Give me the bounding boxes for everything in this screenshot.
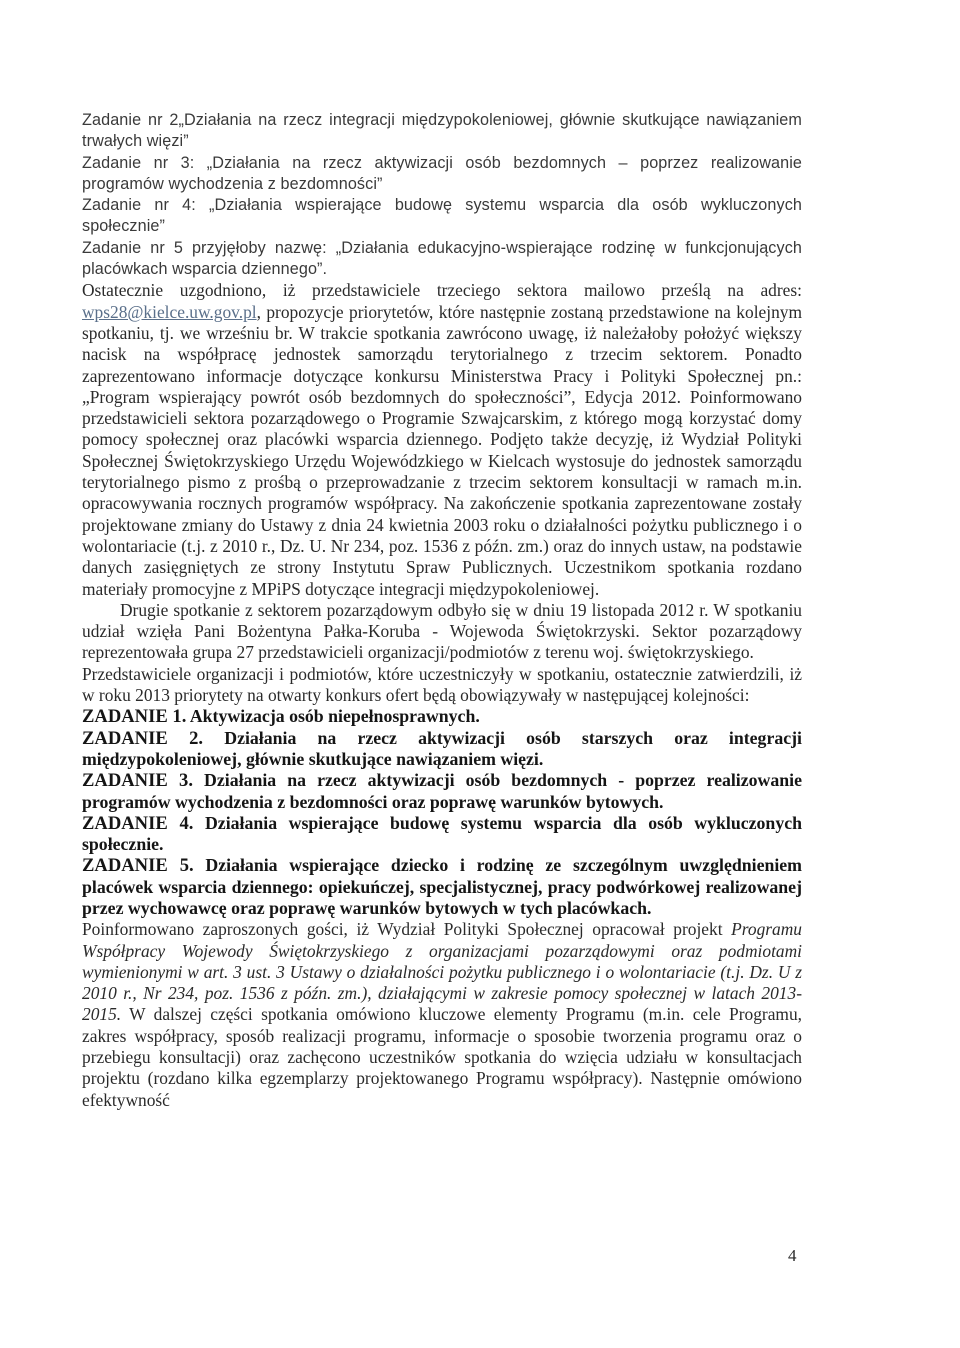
intro-task-4: Zadanie nr 4: „Działania wspierające budowę systemu wsparcia dla osób wykluczonych społecznie” [82, 196, 802, 236]
task-text: Aktywizacja osób niepełnosprawnych. [186, 706, 480, 727]
task-text: Działania wspierające budowę systemu wsparcia dla osób wykluczonych społecznie. [82, 812, 802, 855]
paragraph-consultation-rest: , propozycje priorytetów, które następnie zostaną przedstawione na kolejnym spotkaniu, tj. we wrześniu br. W trakcie spotkania zawrócono uwagę, iż należałoby położyć większy nacisk na współpracę jednostek samorządu terytorialnego z trzecim sektorem. Ponadto zaprezentowano informacje dotyczące konkursu Ministerstwa Pracy i Polityki Społecznej pn.: „Program wspierający powrót osób bezdomnych do społeczności”, Edycja 2012. Poinformowano przedstawicieli sektora pozarządowego o Programie Szwajcarskim, z którego mogą korzystać domy pomocy społecznej oraz placówki wsparcia dziennego. Podjęto także decyzję, iż Wydział Polityki Społecznej Świętokrzyskiego Urzędu Wojewódzkiego w Kielcach wystosuje do jednostek samorządu terytorialnego pismo z prośbą o przeprowadzanie z trzecim sektorem konsultacji w ramach m.in. opracowywania rocznych programów współpracy. Na zakończenie spotkania zaprezentowane zostały projektowane zmiany do Ustawy z dnia 24 kwietnia 2003 roku o działalności pożytku publicznego i o wolontariacie (t.j. z 2010 r., Dz. U. Nr 234, poz. 1536 z późn. zm.) oraz do innych ustaw, na podstawie danych zasięgniętych ze strony Instytutu Spraw Publicznych. Uczestnikom spotkania rozdano materiały promocyjne z MPiPS dotyczące integracji międzypokoleniowej. [82, 301, 802, 599]
paragraph-second-meeting: Drugie spotkanie z sektorem pozarządowym odbyło się w dniu 19 listopada 2012 r. W spotkaniu udział wzięła Pani Bożentyna Pałka-Koruba - Wojewoda Świętokrzyski. Sektor pozarządowy reprezentowała grupa 27 przedstawicieli organizacji/podmiotów z terenu woj. świętokrzyskiego. [82, 599, 802, 663]
email-link[interactable]: wps28@kielce.uw.gov.pl [82, 301, 257, 322]
paragraph-consultation-start: Ostatecznie uzgodniono, iż przedstawiciele trzeciego sektora mailowo prześlą na adres: [82, 280, 802, 301]
task-item [82, 855, 802, 919]
program-title: Programu Współpracy Wojewody Świętokrzyskiego z organizacjami pozarządowymi oraz podmiotami wymienionymi w art. 3 ust. 3 Ustawy o działalności pożytku publicznego i o wolontariacie (t.j. Dz. U z 2010 r., Nr 234, poz. 1536 z późn. zm.), działającymi w zakresie pomocy społecznej w latach 2013-2015. [82, 919, 802, 1025]
task-label: ZADANIE 4. [82, 812, 194, 834]
paragraph-program-project [82, 919, 802, 1111]
task-item [82, 728, 802, 771]
intro-task-3: Zadanie nr 3: „Działania na rzecz aktywizacji osób bezdomnych – poprzez realizowanie programów wychodzenia z bezdomności” [82, 153, 802, 193]
task-label: ZADANIE 1. [82, 706, 187, 728]
task-label: ZADANIE 5. [82, 855, 194, 877]
task-text: Działania na rzecz aktywizacji osób starszych oraz integracji międzypokoleniowej, głównie skutkujące nawiązaniem więzi. [82, 727, 802, 769]
task-item [82, 770, 802, 813]
paragraph-program-end: W dalszej części spotkania omówiono kluczowe elementy Programu (m.in. cele Programu, zakres współpracy, sposób realizacji programu, informacje o sposobie tworzenia programu oraz o przebiegu konsultacji) oraz zachęcono uczestników spotkania do wzięcia udziału w konsultacjach projektu (rozdano kilka egzemplarzy projektowanego Programu współpracy). Następnie omówiono efektywność [82, 1004, 802, 1110]
paragraph-priorities-intro: Przedstawiciele organizacji i podmiotów, które uczestniczyły w spotkaniu, ostatecznie zatwierdzili, iż w roku 2013 priorytety na otwarty konkurs ofert będą obowiązywały w następującej kolejności: [82, 663, 802, 706]
task-item [82, 706, 802, 727]
page-number: 4 [788, 1246, 797, 1265]
paragraph-program-start: Poinformowano zaproszonych gości, iż Wydział Polityki Społecznej opracował projekt [82, 919, 732, 940]
intro-task-5: Zadanie nr 5 przyjęłoby nazwę: „Działania edukacyjno-wspierające rodzinę w funkcjonujących placówkach wsparcia dziennego”. [82, 238, 802, 279]
task-label: ZADANIE 3. [82, 770, 193, 792]
task-item [82, 813, 802, 856]
task-text: Działania na rzecz aktywizacji osób bezdomnych - poprzez realizowanie programów wychodzenia z bezdomności oraz poprawę warunków bytowych. [82, 770, 802, 812]
document-page [82, 110, 802, 1111]
task-label: ZADANIE 2. [82, 727, 204, 749]
intro-task-2: Zadanie nr 2„Działania na rzecz integracji międzypokoleniowej, głównie skutkujące nawiązaniem trwałych więzi” [82, 111, 802, 151]
task-text: Działania wspierające dziecko i rodzinę ze szczególnym uwzględnieniem placówek wsparcia dziennego: opiekuńczej, specjalistycznej, pracy podwórkowej realizowanej przez wychowawcę oraz poprawę warunków bytowych w tych placówkach. [82, 855, 802, 918]
paragraph-consultation [82, 280, 802, 599]
